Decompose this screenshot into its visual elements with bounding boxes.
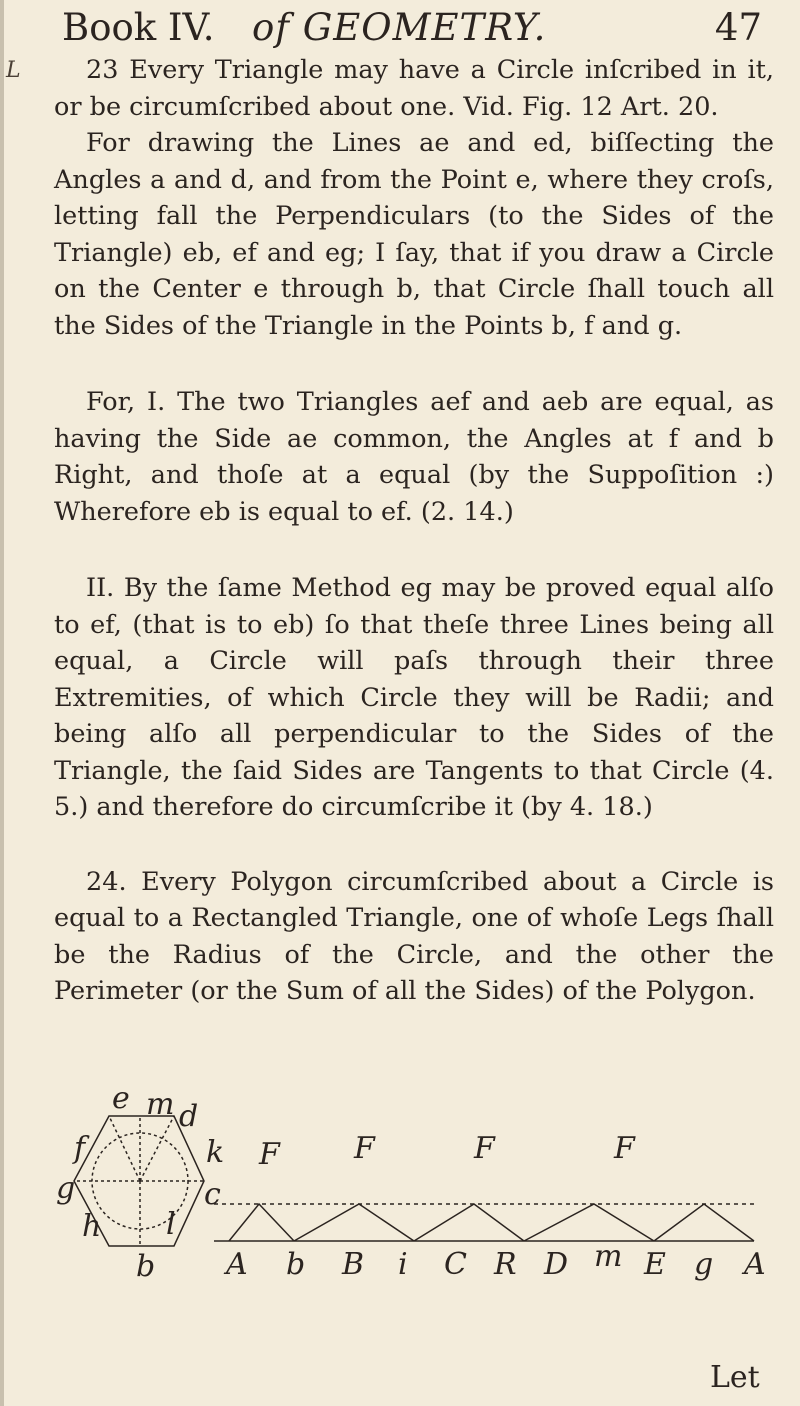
label-m: m: [146, 1087, 175, 1122]
paragraph-proof-two: II. By the ſame Method eg may be proved equal alſo to ef, (that is to eb) ſo that theſe three Lines being all equal, a Circle will paſs through their three Extremities, of which Circle they will be Radii; and being alſo all perpendicular to the Sides of the Triangle, the ſaid Sides are Tangents to that Circle (4. 5.) and therefore do circumſcribe it (by 4. 18.): [54, 573, 774, 822]
label-D: D: [544, 1247, 569, 1282]
geometry-figure: [54, 1086, 774, 1326]
label-F-1: F: [259, 1137, 280, 1172]
label-g-lower: g: [694, 1247, 714, 1282]
label-B: B: [342, 1247, 365, 1282]
figure-lines: [74, 1116, 754, 1246]
figure-labels: [56, 1086, 766, 1284]
header-subject: of GEOMETRY.: [252, 6, 547, 49]
label-R: R: [494, 1247, 517, 1282]
label-b-lower: b: [136, 1249, 156, 1284]
label-g: g: [56, 1171, 76, 1206]
label-A-end: A: [744, 1247, 766, 1282]
paragraph-construction: For drawing the Lines ae and ed, biſſecting the Angles a and d, and from the Point e, where they croſs, letting fall the Perpendiculars (to the Sides of the Triangle) eb, ef and eg; I ſay, that if you draw a Circle on the Center e through b, that Circle ſhall touch all the Sides of the Triangle in the Points b, f and g.: [54, 128, 774, 341]
label-c: c: [204, 1177, 221, 1212]
page-spine: [0, 0, 4, 1406]
catchword: Let: [710, 1360, 760, 1395]
label-C: C: [444, 1247, 467, 1282]
margin-mark: L: [6, 58, 21, 83]
label-e: e: [112, 1086, 130, 1116]
label-f: f: [74, 1131, 86, 1166]
label-F-2: F: [354, 1131, 375, 1166]
triangle-5: [654, 1204, 754, 1241]
label-E: E: [644, 1247, 666, 1282]
paragraph-proof-one: For, I. The two Triangles aef and aeb are equal, as having the Side ae common, the Angles at f and b Right, and thoſe at a equal (by the Suppoſition :) Wherefore eb is equal to ef. (2. 14.): [54, 387, 774, 527]
label-b: b: [286, 1247, 306, 1282]
figure-diagram: [54, 1086, 774, 1326]
triangle-3: [414, 1204, 524, 1241]
label-l: l: [166, 1207, 176, 1242]
label-i: i: [398, 1247, 408, 1282]
body-text: [54, 52, 774, 1010]
radius-line-1: [109, 1116, 140, 1181]
triangle-1: [229, 1204, 294, 1241]
header-book: Book IV.: [62, 6, 215, 49]
label-F-4: F: [614, 1131, 635, 1166]
triangle-4: [524, 1204, 654, 1241]
triangle-2: [294, 1204, 414, 1241]
paragraph-proposition-23: 23 Every Triangle may have a Circle inſcribed in it, or be circumſcribed about one. Vid. Fig. 12 Art. 20.: [54, 55, 774, 122]
label-A: A: [226, 1247, 248, 1282]
page-number: 47: [714, 6, 762, 49]
label-m-lower: m: [594, 1239, 623, 1274]
paragraph-proposition-24: 24. Every Polygon circumſcribed about a Circle is equal to a Rectangled Triangle, one of whoſe Legs ſhall be the Radius of the Circle, and the other the Perimeter (or the Sum of all the Sides) of the Polygon.: [54, 866, 774, 1006]
running-header: [62, 6, 762, 50]
label-k: k: [206, 1135, 225, 1170]
label-F-3: F: [474, 1131, 495, 1166]
label-d: d: [179, 1099, 199, 1134]
radius-line-2: [140, 1116, 174, 1181]
label-h: h: [82, 1209, 102, 1244]
